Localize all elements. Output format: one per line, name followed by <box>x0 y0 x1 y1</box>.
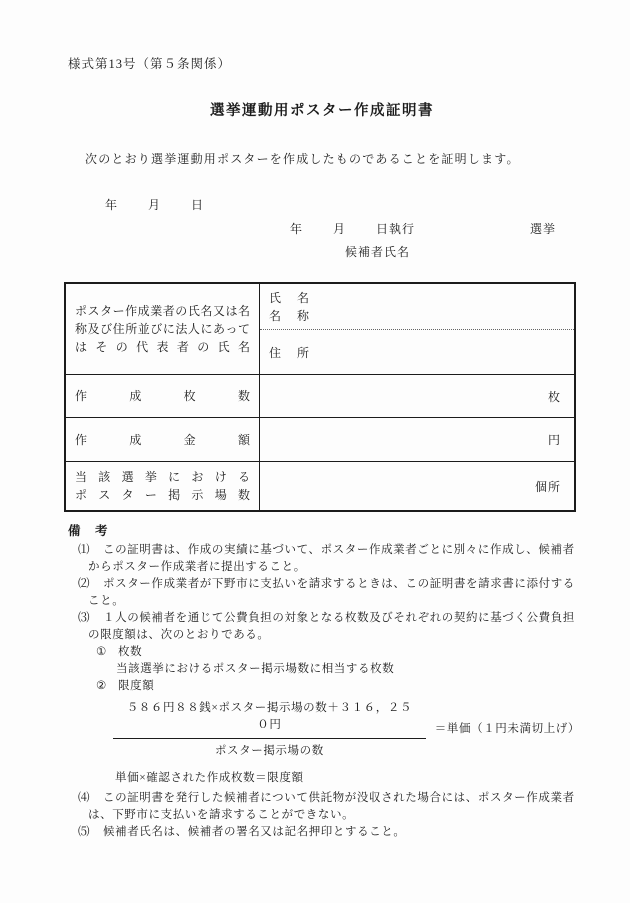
remark-5-text: 候補者氏名は、候補者の署名又は記名押印とすること。 <box>103 826 406 838</box>
formula-fraction <box>113 699 426 760</box>
remark-1-text: この証明書は、作成の実績に基づいて、ポスター作成業者ごとに別々に作成し、候補者からポスター作成業者に提出すること。 <box>88 544 575 573</box>
remark-item-1 <box>78 542 580 576</box>
sub-2-number: ② <box>96 680 107 692</box>
sub-1-label: 枚数 <box>118 646 143 658</box>
formula-denominator: ポスター掲示場の数 <box>214 745 324 757</box>
remark-item-3 <box>78 610 580 644</box>
sites-label-line1: 当該選挙における <box>75 470 250 484</box>
intro-text: 次のとおり選挙運動用ポスターを作成したものであることを証明します。 <box>85 152 520 166</box>
maker-label-cell <box>66 284 260 374</box>
remark-4-number: ⑷ <box>78 792 90 804</box>
certificate-table <box>64 282 576 512</box>
sub-2-label: 限度額 <box>118 680 155 692</box>
candidate-name-line <box>68 243 576 260</box>
maker-name-labels <box>260 284 574 329</box>
amount-label-cell <box>66 418 260 461</box>
remark-item-2 <box>78 576 580 610</box>
table-row-maker <box>66 284 574 374</box>
remark-2-number: ⑵ <box>78 578 90 590</box>
election-day-executed-label: 日執行 <box>376 222 416 236</box>
election-month-label: 月 <box>333 222 346 236</box>
sites-unit-label: 個所 <box>534 479 561 494</box>
table-row-amount <box>66 417 574 461</box>
issue-month-label: 月 <box>148 198 161 212</box>
remark-2-text: ポスター作成業者が下野市に支払いを請求するときは、この証明書を請求書に添付すること。 <box>88 578 575 607</box>
remark-3-number: ⑶ <box>78 612 90 624</box>
maker-address-label: 住 所 <box>269 345 312 360</box>
sites-value-cell <box>260 462 574 510</box>
remark-3-text: １人の候補者を通じて公費負担の対象となる枚数及びそれぞれの契約に基づく公費負担の限度額は、次のとおりである。 <box>88 612 575 641</box>
maker-value-cell <box>260 284 574 374</box>
amount-unit-label: 円 <box>547 433 561 447</box>
remark-item-4 <box>78 790 580 824</box>
election-year-label: 年 <box>290 222 303 236</box>
document-title: 選挙運動用ポスター作成証明書 <box>210 103 434 119</box>
amount-value-cell <box>260 418 574 461</box>
maker-label: ポスター作成業者の氏名又は名称及び住所並びに法人にあってはその代表者の氏名 <box>75 304 250 354</box>
unit-price-formula <box>113 699 580 760</box>
count-label-cell <box>66 375 260 417</box>
sites-label-line2: ポスター掲示場数 <box>75 488 250 502</box>
remark-3-sub-1 <box>78 644 580 661</box>
remarks-list <box>78 542 580 841</box>
remark-1-number: ⑴ <box>78 544 90 556</box>
limit-formula-line: 単価×確認された作成枚数＝限度額 <box>115 772 304 784</box>
count-value-cell <box>260 375 574 417</box>
maker-name-label: 氏 名 <box>269 291 312 305</box>
remark-3-sub-2 <box>78 678 580 695</box>
table-row-sites <box>66 461 574 510</box>
sites-label-cell <box>66 462 260 510</box>
form-number: 様式第13号（第５条関係） <box>68 57 232 71</box>
formula-result: ＝単価（１円未満切上げ） <box>434 723 580 735</box>
issue-date-line <box>68 196 576 213</box>
count-label: 作成枚数 <box>75 389 250 403</box>
sub-1-detail: 当該選挙におけるポスター掲示場数に相当する枚数 <box>116 663 395 675</box>
candidate-name-label: 候補者氏名 <box>345 245 411 259</box>
sub-1-number: ① <box>96 646 107 658</box>
election-date-line <box>68 220 576 237</box>
maker-title-label: 名 称 <box>269 309 312 323</box>
remark-5-number: ⑸ <box>78 826 90 838</box>
remarks-heading: 備 考 <box>68 524 109 538</box>
amount-label: 作成金額 <box>75 432 250 447</box>
document-header <box>0 0 630 260</box>
issue-day-label: 日 <box>191 198 204 212</box>
election-name-label: 選挙 <box>530 222 557 236</box>
remark-item-5 <box>78 824 580 841</box>
issue-year-label: 年 <box>105 198 118 212</box>
count-unit-label: 枚 <box>547 389 561 404</box>
table-row-count <box>66 374 574 417</box>
formula-numerator: ５８６円８８銭×ポスター掲示場の数＋３１６，２５０円 <box>113 699 426 739</box>
remark-4-text: この証明書を発行した候補者について供託物が没収された場合には、ポスター作成業者は、下野市に支払いを請求することができない。 <box>88 792 575 821</box>
